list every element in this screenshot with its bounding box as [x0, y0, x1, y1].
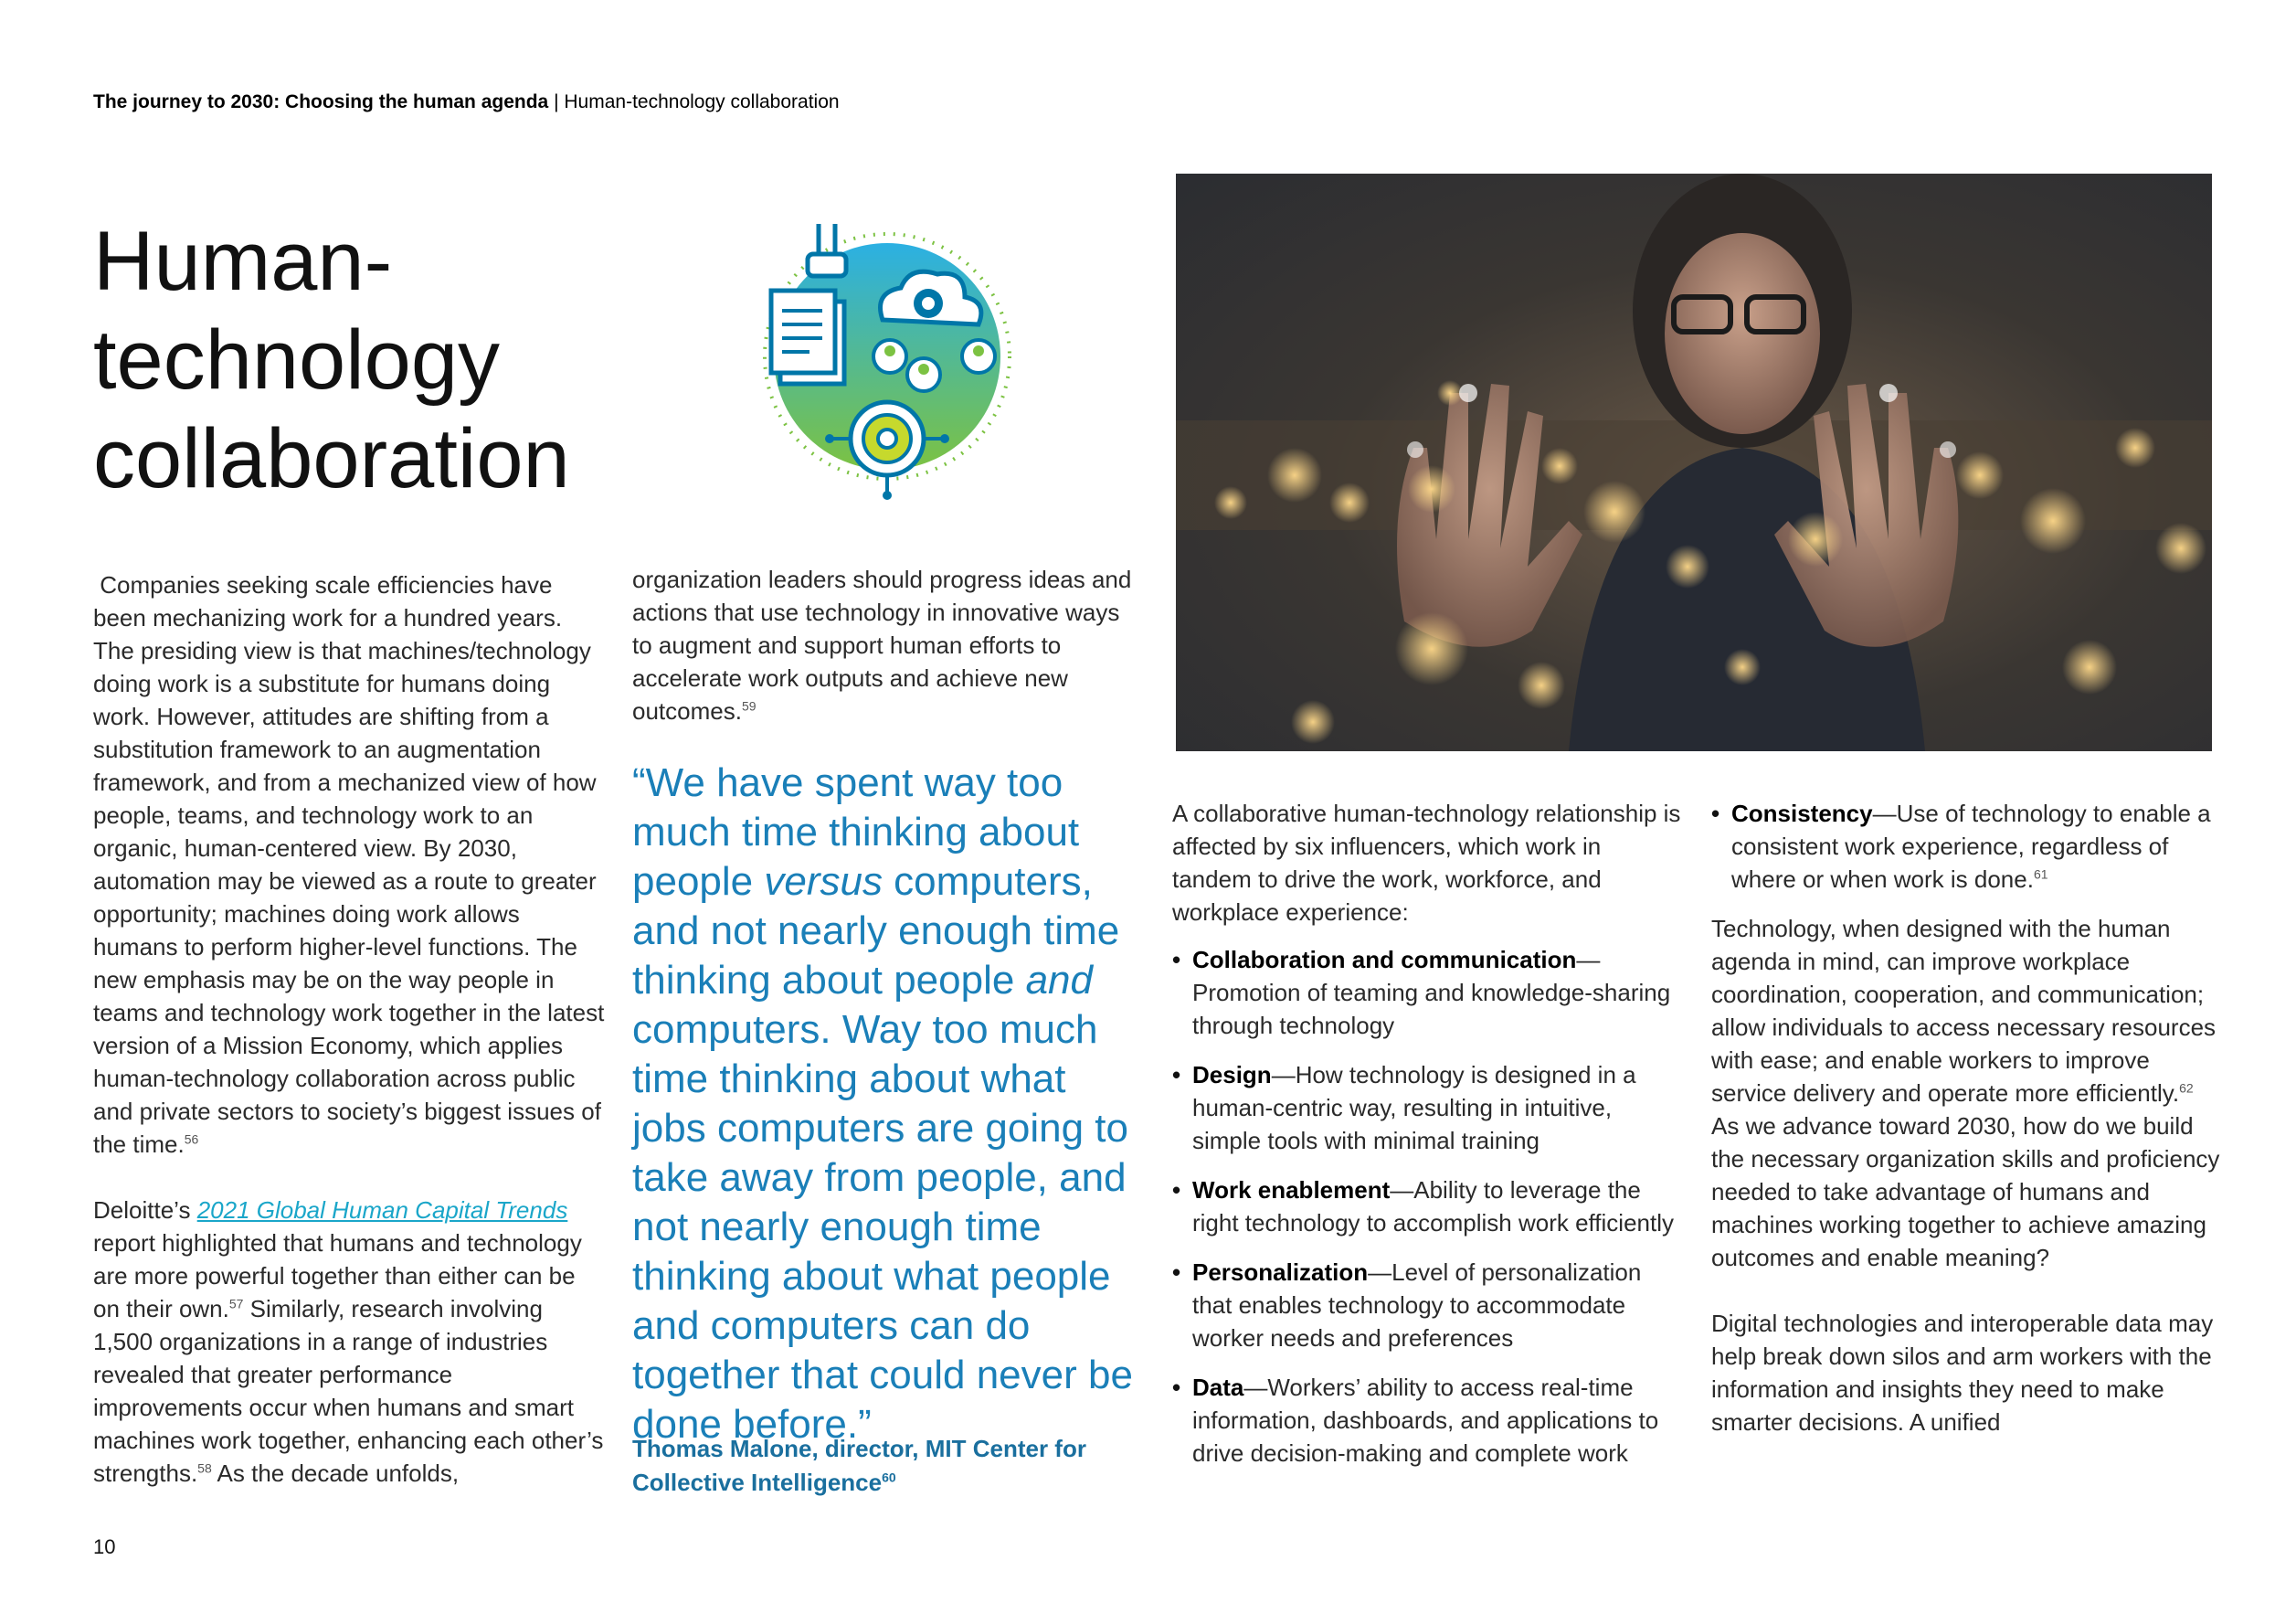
consistency-list	[1711, 797, 2223, 896]
running-header	[93, 91, 840, 113]
hero-photo	[1176, 174, 2212, 751]
footnote-61: 61	[2033, 866, 2048, 882]
col1-paragraph-1: Companies seeking scale efficiencies have been mechanizing work for a hundred years. The presiding view is that machines/technology doing work is a substitute for humans doing work. However, attitudes are shifting from a substitution framework to an augmentation framework, and from a mechanized view of how people, teams, and technology work to an organic, human-centered view. By 2030, automation may be viewed as a route to greater opportunity; machines doing work allows humans to perform higher-level functions. The new emphasis may be on the way people in teams and technology work together in the latest version of a Mission Economy, which applies human-technology collaboration across public and private sectors to society’s biggest issues of the time.$^{56}$	[93, 571, 605, 1158]
collaboration-illustration-icon	[755, 219, 1020, 503]
col1-paragraph-2: Deloitte’s 2021 Global Human Capital Trends report highlighted that humans and technology are more powerful together than either can be on their own.$^{57}$ Similarly, research involving 1,500 organizations in a range of industries revealed that greater performance improvements occur when humans and smart machines work together, enhancing each other’s strengths.$^{58}$ As the decade unfolds,	[93, 1196, 604, 1487]
column-3	[1172, 797, 1684, 1486]
footnote-58: 58	[197, 1460, 212, 1476]
report-title: The journey to 2030: Choosing the human agenda	[93, 91, 549, 112]
list-item: • Consistency—Use of technology to enable a consistent work experience, regardless of where or when work is done.$^{61}$	[1711, 797, 2223, 896]
list-item: • Collaboration and communication—Promotion of teaming and knowledge-sharing through technology	[1172, 943, 1684, 1042]
title-line-1: Human-	[93, 215, 393, 308]
col2-paragraph-1: organization leaders should progress ideas and actions that use technology in innovative ways to augment and support human efforts to accelerate work outputs and achieve new outcomes.$^{59}$	[632, 566, 1132, 725]
col4-paragraph-2: Digital technologies and interoperable data may help break down silos and arm workers with the information and insights they need to make smarter decisions. A unified	[1711, 1310, 2214, 1436]
list-item: • Work enablement—Ability to leverage the right technology to accomplish work efficiently	[1172, 1173, 1684, 1239]
col4-paragraph-1: Technology, when designed with the human agenda in mind, can improve workplace coordination, cooperation, and communication; allow individuals to access necessary resources with ease; and enable workers to improve service delivery and operate more efficiently.$^{62}$ As we advance toward 2030, how do we build the necessary organization skills and proficiency needed to take advantage of humans and machines working together to achieve amazing outcomes and enable meaning?	[1711, 915, 2220, 1271]
footnote-60: 60	[882, 1470, 896, 1485]
column-2	[632, 563, 1144, 727]
influencers-list	[1172, 943, 1684, 1470]
page-title	[93, 212, 641, 508]
footnote-59: 59	[741, 698, 757, 714]
section-name: Human-technology collaboration	[564, 91, 840, 112]
footnote-57: 57	[228, 1296, 244, 1311]
list-item: • Design—How technology is designed in a human-centric way, resulting in intuitive, simple tools with minimal training	[1172, 1058, 1684, 1157]
footnote-56: 56	[184, 1131, 199, 1147]
pull-quote: “We have spent way too much time thinking about people versus computers, and not nearly enough time thinking about people and computers. Way too much time thinking about what jobs computers are going to take away from people, and not nearly enough time thinking about what people and computers can do together that could never be done before.”	[632, 760, 1133, 1447]
title-line-3: collaboration	[93, 412, 570, 505]
page-number: 10	[93, 1535, 116, 1558]
quote-attribution: Thomas Malone, director, MIT Center for Collective Intelligence$^{60}$	[632, 1435, 1086, 1496]
column-4	[1711, 797, 2223, 1438]
human-capital-trends-link[interactable]: 2021 Global Human Capital Trends	[196, 1196, 568, 1224]
header-separator: |	[554, 91, 559, 112]
list-item: • Data—Workers’ ability to access real-time information, dashboards, and applications to drive decision-making and complete work	[1172, 1371, 1684, 1470]
influencers-intro: A collaborative human-technology relationship is affected by six influencers, which work in tandem to drive the work, workforce, and workplace experience:	[1172, 800, 1681, 926]
title-line-2: technology	[93, 313, 500, 407]
column-1	[93, 568, 605, 1490]
footnote-62: 62	[2179, 1080, 2194, 1096]
list-item: • Personalization—Level of personalization that enables technology to accommodate worker needs and preferences	[1172, 1256, 1684, 1354]
